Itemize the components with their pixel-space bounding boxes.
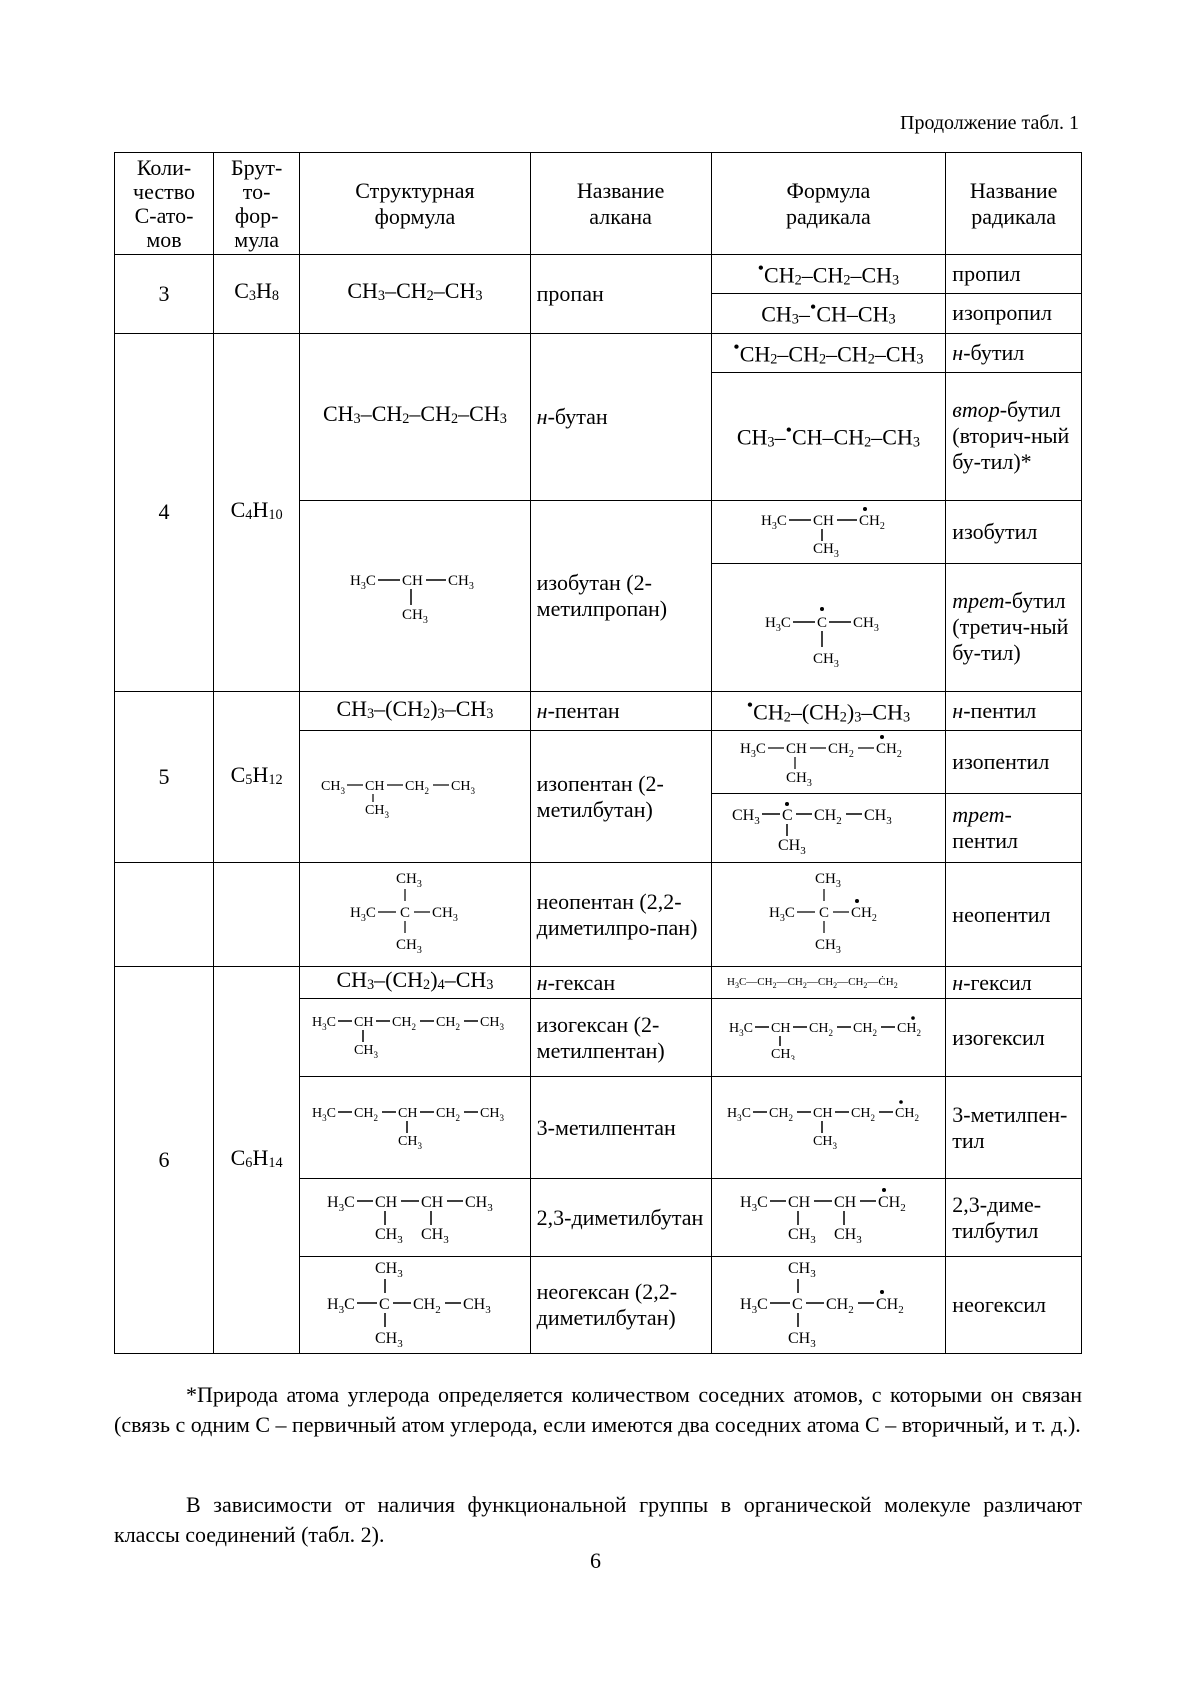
table-row (115, 691, 1082, 730)
prefix: н (536, 698, 548, 724)
isohexyl-structure (723, 1010, 933, 1060)
svg-text:CH3: $CH_3$ (853, 615, 880, 635)
cell-alkane: 2,3-диметилбутан (530, 1179, 711, 1257)
header-radical-formula: Формула радикала (711, 153, 946, 255)
cell-structure-neopentane (300, 863, 530, 967)
alkane-name: -гексан (547, 969, 616, 995)
cell-radical-name: неогексил (946, 1257, 1082, 1354)
cell-brutto: $C_5H_{12}$ (214, 691, 300, 862)
svg-text:CH: CH (813, 512, 835, 529)
svg-text:C: C (819, 904, 830, 921)
svg-text:CH2: $CH_2$ (412, 1296, 441, 1317)
svg-text:CH3: $CH_3$ (732, 807, 761, 828)
header-structure: Структурная формула (300, 153, 530, 255)
prefix: н (952, 698, 964, 724)
cell-radical-formula: $CH_3-^•CH-CH_2-CH_3$ (711, 372, 946, 500)
tert-pentyl-structure (728, 794, 928, 856)
cell-radical-formula: $^•CH_2-CH_2-CH_3$ (711, 255, 946, 294)
svg-text:CH2: $CH_2$ (859, 512, 886, 532)
cell-radical-formula (711, 967, 946, 999)
cell-alkane (530, 967, 711, 999)
svg-text:CH3: $CH_3$ (778, 837, 807, 857)
cell-structure: $CH_3-CH_2-CH_2-CH_3$ (300, 333, 530, 500)
cell-count: 6 (115, 967, 214, 1354)
svg-text:CH3: $CH_3$ (395, 870, 422, 890)
svg-text:CH3: $CH_3$ (320, 778, 345, 796)
svg-text:CH3: $CH_3$ (395, 936, 422, 956)
svg-text:CH3: $CH_3$ (401, 606, 428, 623)
cell-radical-name (946, 333, 1082, 372)
svg-text:CH2: $CH_2$ (435, 1105, 460, 1123)
svg-text:CH: CH (374, 1193, 398, 1211)
svg-text:CH: CH (834, 1193, 857, 1211)
cell-brutto-empty (214, 863, 300, 967)
svg-text:CH2: $CH_2$ (814, 807, 843, 828)
svg-text:CH3: $CH_3$ (788, 1225, 817, 1245)
cell-alkane: неопентан (2,2-диметилпро-пан) (530, 863, 711, 967)
svg-text:CH3: $CH_3$ (834, 1225, 863, 1245)
svg-text:CH: CH (420, 1193, 444, 1211)
cell-radical-formula: $^•CH_2-CH_2-CH_2-CH_3$ (711, 333, 946, 372)
isopentyl-structure (728, 731, 928, 787)
cell-radical-name: изопентил (946, 731, 1082, 794)
svg-text:CH3: $CH_3$ (464, 1193, 493, 1214)
svg-text:CH3: $CH_3$ (364, 802, 389, 818)
svg-text:CH3: $CH_3$ (479, 1105, 504, 1123)
svg-text:CH2: $CH_2$ (851, 1105, 876, 1123)
prefix: н (952, 969, 964, 995)
svg-text:CH3: $CH_3$ (813, 540, 840, 557)
svg-text:CH: CH (788, 1193, 811, 1211)
svg-text:CH3: $CH_3$ (813, 1133, 838, 1151)
cell-structure-isohexane (300, 999, 530, 1077)
cell-radical-formula: $CH_3-^•CH-CH_3$ (711, 294, 946, 333)
cell-structure-3-methylpentane (300, 1077, 530, 1179)
cell-count: 5 (115, 691, 214, 862)
svg-text:CH3: $CH_3$ (462, 1296, 491, 1317)
svg-text:CH: CH (786, 741, 808, 758)
cell-radical-formula (711, 1257, 946, 1354)
svg-text:H3C: $H_3C$ (326, 1296, 355, 1317)
cell-count: 3 (115, 255, 214, 334)
svg-text:CH3: $CH_3$ (786, 770, 813, 788)
cell-radical-formula (711, 731, 946, 794)
2-3-dimethylbutane-structure (315, 1185, 515, 1245)
cell-alkane (530, 691, 711, 730)
neopentyl-structure (753, 867, 903, 957)
cell-radical-formula (711, 1077, 946, 1179)
header-brutto: Брут- то- фор- мула (214, 153, 300, 255)
page-number: 6 (590, 1548, 601, 1573)
svg-text:H3C: $H_3C$ (326, 1193, 355, 1214)
cell-brutto: $C_3H_8$ (214, 255, 300, 334)
isobutane-structure (340, 563, 490, 623)
svg-text:CH: CH (397, 1105, 418, 1121)
svg-text:H3C: $H_3C$ (349, 572, 376, 592)
svg-text:CH2: $CH_2$ (876, 1296, 905, 1317)
cell-count: 4 (115, 333, 214, 691)
radical-name: -пентил (963, 698, 1037, 724)
svg-text:CH3: $CH_3$ (374, 1225, 403, 1245)
isobutyl-structure (753, 501, 903, 557)
svg-text:CH2: $CH_2$ (895, 1105, 920, 1123)
cell-structure-neohexane (300, 1257, 530, 1354)
neohexane-structure (315, 1257, 515, 1347)
cell-radical-formula (711, 863, 946, 967)
cell-radical-formula (711, 563, 946, 691)
cell-structure-2-3-dimethylbutane (300, 1179, 530, 1257)
cell-alkane: изопентан (2-метилбутан) (530, 731, 711, 863)
svg-text:CH3: $CH_3$ (815, 936, 842, 956)
table-row (115, 333, 1082, 372)
svg-text:CH2: $CH_2$ (828, 741, 855, 761)
svg-text:CH3: $CH_3$ (815, 870, 842, 890)
svg-text:CH3: $CH_3$ (431, 904, 458, 924)
cell-structure-isopentane (300, 731, 530, 863)
svg-text:H3C: $H_3C$ (765, 615, 792, 635)
cell-radical-name: изопропил (946, 294, 1082, 333)
cell-radical-name (946, 691, 1082, 730)
footnote-text: *Природа атома углерода определяется количеством соседних атомов, с которыми он связан (связь с одним С – первичный атом углерода, если имеются два соседних атома С – вторичный, и т. д.). (114, 1382, 1082, 1437)
svg-text:H3C: $H_3C$ (729, 1020, 754, 1038)
cell-radical-formula (711, 794, 946, 863)
cell-alkane: неогексан (2,2-диметилбутан) (530, 1257, 711, 1354)
svg-text:CH3: $CH_3$ (788, 1330, 817, 1348)
radical-name: -бутил (третич-ный бу-тил) (952, 588, 1069, 666)
cell-radical-formula (711, 999, 946, 1077)
cell-radical-name: неопентил (946, 863, 1082, 967)
svg-text:CH3: $CH_3$ (420, 1225, 449, 1245)
radical-name: -бутил (вторич-ный бу-тил)* (952, 397, 1070, 475)
prefix: н (536, 969, 548, 995)
svg-text:CH3: $CH_3$ (374, 1330, 403, 1348)
svg-text:CH2: $CH_2$ (404, 778, 429, 796)
svg-text:CH3: $CH_3$ (397, 1133, 422, 1151)
svg-text:CH2: $CH_2$ (853, 1020, 878, 1038)
prefix: трет (952, 588, 1005, 614)
svg-text:CH3: $CH_3$ (788, 1260, 817, 1281)
svg-text:CH2: $CH_2$ (897, 1020, 922, 1038)
radical-name: -пентил (952, 802, 1018, 854)
cell-alkane: изогексан (2-метилпентан) (530, 999, 711, 1077)
svg-text:CH: CH (771, 1020, 791, 1036)
svg-text:H3C: $H_3C$ (311, 1105, 336, 1123)
svg-text:H3C—CH2—CH2—CH2—CH2—ĊH2: $H_3C—CH_2—CH_2—CH_2—CH_2—ĊH_2$ (727, 975, 899, 990)
svg-text:CH3: $CH_3$ (447, 572, 474, 592)
cell-alkane: изобутан (2-метилпропан) (530, 500, 711, 691)
svg-text:CH2: $CH_2$ (353, 1105, 378, 1123)
svg-text:CH3: $CH_3$ (353, 1042, 378, 1060)
svg-text:CH3: $CH_3$ (374, 1260, 403, 1281)
cell-structure: $CH_3-CH_2-CH_3$ (300, 255, 530, 334)
n-hexyl-structure (725, 969, 931, 991)
svg-text:CH3: $CH_3$ (813, 651, 840, 670)
cell-structure-isobutane (300, 500, 530, 691)
cell-radical-name: изобутил (946, 500, 1082, 563)
cell-radical-name: изогексил (946, 999, 1082, 1077)
neopentane-structure (340, 867, 490, 957)
prefix: втор (952, 397, 1000, 423)
svg-text:H3C: $H_3C$ (761, 512, 788, 532)
header-radical-name: Название радикала (946, 153, 1082, 255)
3-methylpentyl-structure (723, 1097, 933, 1153)
svg-text:H3C: $H_3C$ (740, 1193, 769, 1214)
table-caption: Продолжение табл. 1 (900, 112, 1079, 134)
svg-text:CH3: $CH_3$ (771, 1046, 796, 1060)
svg-text:CH: CH (813, 1105, 833, 1121)
radical-name: -бутил (963, 339, 1025, 365)
cell-radical-name: 2,3-диме-тилбутил (946, 1179, 1082, 1257)
svg-text:C: C (817, 615, 828, 632)
svg-text:H3C: $H_3C$ (769, 904, 796, 924)
body-paragraph (114, 1490, 1082, 1550)
svg-text:C: C (378, 1296, 390, 1314)
svg-text:CH: CH (353, 1014, 374, 1030)
svg-text:CH3: $CH_3$ (479, 1014, 504, 1032)
isohexane-structure (310, 1010, 520, 1060)
prefix: н (952, 339, 964, 365)
cell-alkane (530, 333, 711, 500)
svg-text:H3C: $H_3C$ (349, 904, 376, 924)
prefix: трет (952, 802, 1005, 828)
alkane-name: -пентан (547, 698, 620, 724)
cell-radical-formula (711, 1179, 946, 1257)
cell-radical-name (946, 794, 1082, 863)
cell-count-empty (115, 863, 214, 967)
svg-text:CH: CH (364, 778, 385, 794)
isopentane-structure (315, 770, 515, 818)
svg-text:C: C (792, 1296, 804, 1314)
cell-radical-name (946, 967, 1082, 999)
cell-alkane: 3-метилпентан (530, 1077, 711, 1179)
cell-radical-name (946, 372, 1082, 500)
cell-brutto: $C_6H_{14}$ (214, 967, 300, 1354)
tert-butyl-structure (753, 579, 903, 669)
svg-text:C: C (782, 807, 794, 825)
svg-text:H3C: $H_3C$ (311, 1014, 336, 1032)
neohexyl-structure (728, 1257, 928, 1347)
svg-text:C: C (399, 904, 410, 921)
svg-text:H3C: $H_3C$ (740, 741, 767, 761)
svg-text:H3C: $H_3C$ (740, 1296, 769, 1317)
table-row (115, 967, 1082, 999)
paragraph-text: В зависимости от наличия функциональной группы в органической молекуле различают классы соединений (табл. 2). (114, 1492, 1082, 1547)
svg-text:CH2: $CH_2$ (876, 741, 903, 761)
prefix: н (536, 403, 548, 429)
svg-text:CH2: $CH_2$ (769, 1105, 794, 1123)
cell-brutto: $C_4H_{10}$ (214, 333, 300, 691)
svg-text:CH2: $CH_2$ (826, 1296, 855, 1317)
svg-text:CH2: $CH_2$ (878, 1193, 907, 1214)
svg-text:CH3: $CH_3$ (450, 778, 475, 796)
3-methylpentane-structure (310, 1097, 520, 1153)
svg-text:CH2: $CH_2$ (809, 1020, 834, 1038)
table-row (115, 863, 1082, 967)
header-count: Коли- чество С-ато- мов (115, 153, 214, 255)
svg-text:CH: CH (401, 572, 423, 589)
cell-structure: $CH_3-(CH_2)_3-CH_3$ (300, 691, 530, 730)
radical-name: -гексил (963, 969, 1032, 995)
svg-text:CH2: $CH_2$ (391, 1014, 416, 1032)
cell-radical-name (946, 563, 1082, 691)
header-alkane: Название алкана (530, 153, 711, 255)
svg-text:H3C: $H_3C$ (727, 1105, 752, 1123)
svg-text:CH3: $CH_3$ (864, 807, 893, 828)
cell-structure: $CH_3-(CH_2)_4-CH_3$ (300, 967, 530, 999)
table-row (115, 255, 1082, 294)
footnote (114, 1380, 1082, 1440)
cell-radical-formula: $^•CH_2-(CH_2)_3-CH_3$ (711, 691, 946, 730)
table-header-row (115, 153, 1082, 255)
2-3-dimethylbutyl-structure (728, 1185, 928, 1245)
cell-radical-name: 3-метилпен-тил (946, 1077, 1082, 1179)
cell-alkane: пропан (530, 255, 711, 334)
alkane-name: -бутан (547, 403, 608, 429)
svg-text:CH2: $CH_2$ (435, 1014, 460, 1032)
cell-radical-formula (711, 500, 946, 563)
alkanes-table (114, 152, 1082, 1354)
svg-text:CH2: $CH_2$ (851, 904, 878, 924)
cell-radical-name: пропил (946, 255, 1082, 294)
